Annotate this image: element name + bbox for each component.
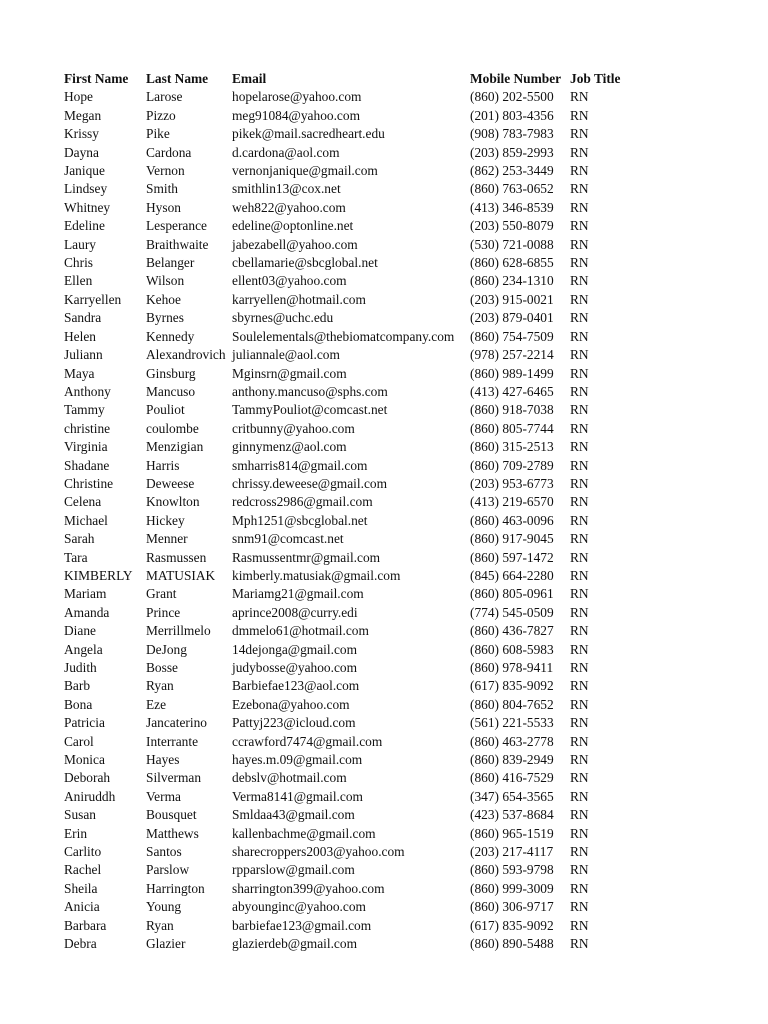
table-row <box>64 898 630 916</box>
cell-first-name: Judith <box>64 660 97 675</box>
cell-last-name: Interrante <box>146 733 199 749</box>
table-row <box>64 788 630 806</box>
cell-first-name: Megan <box>64 107 102 123</box>
cell-mobile-number: (860) 965-1519 <box>470 825 554 841</box>
cell-last-name: Menzigian <box>146 439 204 455</box>
cell-first-name: Barb <box>64 678 91 694</box>
cell-last-name: Pizzo <box>146 107 176 123</box>
table-row <box>64 567 630 585</box>
cell-job-title: RN <box>570 936 589 952</box>
cell-mobile-number: (860) 436-7827 <box>470 623 554 639</box>
table-row <box>64 328 630 346</box>
cell-first-name: Krissy <box>64 126 99 142</box>
cell-first-name: Whitney <box>64 199 111 215</box>
cell-mobile-number: (774) 545-0509 <box>470 604 554 620</box>
table-row <box>64 162 630 180</box>
cell-job-title: RN <box>570 328 589 344</box>
cell-email: pikek@mail.sacredheart.edu <box>232 126 385 142</box>
cell-email: jabezabell@yahoo.com <box>232 236 358 252</box>
cell-job-title: RN <box>570 181 589 197</box>
cell-last-name: Prince <box>146 604 181 620</box>
cell-last-name: DeJong <box>146 641 187 657</box>
cell-job-title: RN <box>570 310 589 326</box>
cell-last-name: Eze <box>146 696 167 712</box>
cell-mobile-number: (860) 763-0652 <box>470 181 554 197</box>
cell-email: Mariamg21@gmail.com <box>232 586 364 602</box>
cell-email: Rasmussentmr@gmail.com <box>232 549 381 565</box>
cell-last-name: Matthews <box>146 825 199 841</box>
cell-last-name: Wilson <box>146 273 185 289</box>
table-row <box>64 861 630 879</box>
cell-job-title: RN <box>570 163 589 179</box>
cell-email: hayes.m.09@gmail.com <box>232 752 363 768</box>
cell-last-name: Harrington <box>146 880 205 896</box>
cell-email: Verma8141@gmail.com <box>232 788 363 804</box>
cell-first-name: Ellen <box>64 273 93 289</box>
cell-last-name: Mancuso <box>146 383 196 399</box>
cell-last-name: Pike <box>146 126 170 142</box>
cell-email: ccrawford7474@gmail.com <box>232 733 383 749</box>
cell-mobile-number: (860) 890-5488 <box>470 936 554 952</box>
header-job-title: Job Title <box>570 71 621 86</box>
table-row <box>64 751 630 769</box>
cell-first-name: Diane <box>64 623 96 639</box>
table-row <box>64 843 630 861</box>
cell-last-name: Menner <box>146 531 188 547</box>
cell-job-title: RN <box>570 586 589 602</box>
table-row <box>64 457 630 475</box>
cell-first-name: Sandra <box>64 310 102 326</box>
cell-mobile-number: (860) 754-7509 <box>470 328 554 344</box>
cell-last-name: Parslow <box>146 862 190 878</box>
cell-last-name: Harris <box>146 457 180 473</box>
cell-mobile-number: (860) 593-9798 <box>470 862 554 878</box>
cell-last-name: coulombe <box>146 420 199 436</box>
cell-first-name: Laury <box>64 236 96 252</box>
header-email: Email <box>232 71 267 86</box>
cell-first-name: Christine <box>64 475 114 491</box>
table-row <box>64 144 630 162</box>
cell-first-name: Lindsey <box>64 181 108 197</box>
table-row <box>64 530 630 548</box>
cell-email: karryellen@hotmail.com <box>232 291 366 307</box>
cell-email: aprince2008@curry.edi <box>232 604 358 620</box>
table-row <box>64 420 630 438</box>
cell-email: Barbiefae123@aol.com <box>232 678 360 694</box>
cell-last-name: Hayes <box>146 752 180 768</box>
cell-last-name: Kennedy <box>146 328 195 344</box>
cell-mobile-number: (347) 654-3565 <box>470 788 554 804</box>
cell-email: Smldaa43@gmail.com <box>232 807 355 823</box>
table-row <box>64 806 630 824</box>
cell-job-title: RN <box>570 623 589 639</box>
cell-email: edeline@optonline.net <box>232 218 354 234</box>
cell-mobile-number: (860) 978-9411 <box>470 660 554 675</box>
cell-first-name: Bona <box>64 696 93 712</box>
cell-first-name: Mariam <box>64 586 107 602</box>
cell-first-name: Deborah <box>64 770 111 786</box>
cell-email: smharris814@gmail.com <box>232 457 368 473</box>
cell-last-name: Ginsburg <box>146 365 196 381</box>
cell-email: vernonjanique@gmail.com <box>232 163 378 179</box>
cell-last-name: Knowlton <box>146 494 200 510</box>
cell-email: 14dejonga@gmail.com <box>232 641 358 657</box>
cell-mobile-number: (860) 917-9045 <box>470 531 554 547</box>
cell-email: sbyrnes@uchc.edu <box>232 310 334 326</box>
cell-job-title: RN <box>570 549 589 565</box>
cell-mobile-number: (413) 427-6465 <box>470 383 554 399</box>
cell-first-name: Debra <box>64 936 97 952</box>
cell-first-name: Hope <box>64 89 94 105</box>
cell-first-name: Chris <box>64 255 94 271</box>
cell-email: kallenbachme@gmail.com <box>232 825 376 841</box>
cell-email: redcross2986@gmail.com <box>232 494 373 510</box>
cell-job-title: RN <box>570 825 589 841</box>
table-row <box>64 935 630 953</box>
cell-job-title: RN <box>570 236 589 252</box>
table-row <box>64 272 630 290</box>
cell-job-title: RN <box>570 696 589 712</box>
table-row <box>64 714 630 732</box>
contact-sheet <box>64 70 630 954</box>
cell-email: barbiefae123@gmail.com <box>232 917 372 933</box>
cell-job-title: RN <box>570 770 589 786</box>
cell-mobile-number: (203) 879-0401 <box>470 310 554 326</box>
cell-job-title: RN <box>570 89 589 105</box>
cell-email: d.cardona@aol.com <box>232 144 340 160</box>
cell-last-name: Smith <box>146 181 178 197</box>
cell-last-name: Bosse <box>146 660 178 675</box>
cell-email: Mginsrn@gmail.com <box>232 365 347 381</box>
table-row <box>64 917 630 935</box>
cell-mobile-number: (978) 257-2214 <box>470 347 554 363</box>
cell-mobile-number: (860) 416-7529 <box>470 770 554 786</box>
cell-last-name: MATUSIAK <box>146 567 216 583</box>
table-row <box>64 475 630 493</box>
cell-last-name: Verma <box>146 788 181 804</box>
cell-email: sharrington399@yahoo.com <box>232 880 385 896</box>
cell-last-name: Kehoe <box>146 291 181 307</box>
cell-job-title: RN <box>570 531 589 547</box>
cell-first-name: Barbara <box>64 917 107 933</box>
cell-job-title: RN <box>570 660 589 675</box>
cell-last-name: Jancaterino <box>146 715 207 731</box>
cell-email: anthony.mancuso@sphs.com <box>232 383 388 399</box>
table-row <box>64 641 630 659</box>
cell-first-name: Carlito <box>64 844 102 860</box>
cell-job-title: RN <box>570 880 589 896</box>
cell-mobile-number: (908) 783-7983 <box>470 126 554 142</box>
cell-last-name: Grant <box>146 586 177 602</box>
cell-mobile-number: (860) 709-2789 <box>470 457 554 473</box>
cell-last-name: Santos <box>146 844 182 860</box>
cell-job-title: RN <box>570 365 589 381</box>
table-row <box>64 438 630 456</box>
cell-job-title: RN <box>570 273 589 289</box>
cell-mobile-number: (413) 219-6570 <box>470 494 554 510</box>
cell-last-name: Silverman <box>146 770 202 786</box>
table-row <box>64 696 630 714</box>
table-row <box>64 401 630 419</box>
table-row <box>64 604 630 622</box>
cell-mobile-number: (860) 463-2778 <box>470 733 554 749</box>
cell-mobile-number: (860) 839-2949 <box>470 752 554 768</box>
cell-email: Soulelementals@thebiomatcompany.com <box>232 328 455 344</box>
table-row <box>64 512 630 530</box>
cell-first-name: christine <box>64 420 111 436</box>
cell-first-name: Monica <box>64 752 105 768</box>
table-row <box>64 383 630 401</box>
cell-first-name: Celena <box>64 494 102 510</box>
cell-last-name: Cardona <box>146 144 192 160</box>
cell-job-title: RN <box>570 218 589 234</box>
cell-job-title: RN <box>570 420 589 436</box>
cell-first-name: Aniruddh <box>64 788 116 804</box>
cell-job-title: RN <box>570 126 589 142</box>
cell-mobile-number: (860) 999-3009 <box>470 880 554 896</box>
table-row <box>64 769 630 787</box>
cell-job-title: RN <box>570 567 589 583</box>
cell-first-name: Juliann <box>64 347 103 363</box>
cell-first-name: Susan <box>64 807 96 823</box>
cell-last-name: Byrnes <box>146 310 184 326</box>
cell-last-name: Alexandrovich <box>146 347 226 363</box>
table-row <box>64 88 630 106</box>
cell-email: rpparslow@gmail.com <box>232 862 355 878</box>
cell-email: snm91@comcast.net <box>232 531 344 547</box>
cell-mobile-number: (860) 804-7652 <box>470 696 554 712</box>
cell-job-title: RN <box>570 107 589 123</box>
header-mobile-number: Mobile Number <box>470 71 562 86</box>
cell-mobile-number: (530) 721-0088 <box>470 236 554 252</box>
cell-email: hopelarose@yahoo.com <box>232 89 362 105</box>
cell-last-name: Bousquet <box>146 807 197 823</box>
cell-email: sharecroppers2003@yahoo.com <box>232 844 405 860</box>
cell-mobile-number: (203) 859-2993 <box>470 144 554 160</box>
cell-first-name: Edeline <box>64 218 105 234</box>
table-row <box>64 291 630 309</box>
cell-first-name: Rachel <box>64 862 102 878</box>
cell-job-title: RN <box>570 844 589 860</box>
contact-table <box>64 70 630 954</box>
cell-first-name: Tara <box>64 549 88 565</box>
cell-first-name: Anthony <box>64 383 111 399</box>
table-row <box>64 825 630 843</box>
cell-last-name: Rasmussen <box>146 549 207 565</box>
cell-email: ginnymenz@aol.com <box>232 439 347 455</box>
cell-first-name: KIMBERLY <box>64 567 133 583</box>
cell-email: kimberly.matusiak@gmail.com <box>232 567 401 583</box>
cell-job-title: RN <box>570 512 589 528</box>
cell-mobile-number: (860) 989-1499 <box>470 365 554 381</box>
cell-email: smithlin13@cox.net <box>232 181 341 197</box>
cell-last-name: Braithwaite <box>146 236 209 252</box>
cell-email: ellent03@yahoo.com <box>232 273 347 289</box>
cell-last-name: Hyson <box>146 199 181 215</box>
table-row <box>64 733 630 751</box>
cell-mobile-number: (860) 805-7744 <box>470 420 554 436</box>
cell-job-title: RN <box>570 715 589 731</box>
table-row <box>64 107 630 125</box>
cell-mobile-number: (845) 664-2280 <box>470 567 554 583</box>
table-row <box>64 585 630 603</box>
cell-email: dmmelo61@hotmail.com <box>232 623 369 639</box>
cell-last-name: Young <box>146 899 182 915</box>
cell-first-name: Helen <box>64 328 96 344</box>
cell-email: Mph1251@sbcglobal.net <box>232 512 368 528</box>
cell-email: glazierdeb@gmail.com <box>232 936 357 952</box>
table-row <box>64 236 630 254</box>
cell-email: cbellamarie@sbcglobal.net <box>232 255 378 271</box>
cell-job-title: RN <box>570 494 589 510</box>
header-first-name: First Name <box>64 71 129 86</box>
cell-first-name: Sheila <box>64 880 98 896</box>
cell-job-title: RN <box>570 144 589 160</box>
cell-mobile-number: (860) 202-5500 <box>470 89 554 105</box>
table-row <box>64 346 630 364</box>
cell-mobile-number: (860) 805-0961 <box>470 586 554 602</box>
cell-mobile-number: (860) 234-1310 <box>470 273 554 289</box>
cell-mobile-number: (423) 537-8684 <box>470 807 554 823</box>
cell-mobile-number: (860) 628-6855 <box>470 255 554 271</box>
cell-last-name: Ryan <box>146 678 174 694</box>
cell-email: chrissy.deweese@gmail.com <box>232 475 387 491</box>
cell-first-name: Janique <box>64 163 105 179</box>
cell-job-title: RN <box>570 733 589 749</box>
table-row <box>64 880 630 898</box>
cell-mobile-number: (617) 835-9092 <box>470 917 554 933</box>
cell-job-title: RN <box>570 457 589 473</box>
table-row <box>64 677 630 695</box>
cell-email: meg91084@yahoo.com <box>232 107 360 123</box>
cell-first-name: Erin <box>64 825 88 841</box>
cell-mobile-number: (201) 803-4356 <box>470 107 554 123</box>
cell-last-name: Deweese <box>146 475 195 491</box>
cell-last-name: Pouliot <box>146 402 185 418</box>
cell-mobile-number: (860) 306-9717 <box>470 899 554 915</box>
cell-mobile-number: (617) 835-9092 <box>470 678 554 694</box>
cell-first-name: Dayna <box>64 144 99 160</box>
cell-first-name: Maya <box>64 365 95 381</box>
table-row <box>64 125 630 143</box>
header-row <box>64 70 630 88</box>
cell-first-name: Karryellen <box>64 291 122 307</box>
header-last-name: Last Name <box>146 71 209 86</box>
cell-mobile-number: (203) 915-0021 <box>470 291 554 307</box>
cell-mobile-number: (203) 953-6773 <box>470 475 554 491</box>
cell-last-name: Vernon <box>146 163 185 179</box>
cell-last-name: Lesperance <box>146 218 207 234</box>
cell-email: debslv@hotmail.com <box>232 770 347 786</box>
cell-job-title: RN <box>570 291 589 307</box>
cell-mobile-number: (860) 597-1472 <box>470 549 554 565</box>
cell-job-title: RN <box>570 255 589 271</box>
table-row <box>64 365 630 383</box>
table-row <box>64 622 630 640</box>
cell-email: TammyPouliot@comcast.net <box>232 402 388 418</box>
cell-job-title: RN <box>570 899 589 915</box>
cell-first-name: Patricia <box>64 715 105 731</box>
cell-job-title: RN <box>570 752 589 768</box>
cell-first-name: Tammy <box>64 402 105 418</box>
cell-mobile-number: (860) 918-7038 <box>470 402 554 418</box>
table-row <box>64 217 630 235</box>
cell-email: critbunny@yahoo.com <box>232 420 355 436</box>
cell-first-name: Sarah <box>64 531 95 547</box>
cell-first-name: Shadane <box>64 457 110 473</box>
cell-last-name: Belanger <box>146 255 195 271</box>
cell-job-title: RN <box>570 347 589 363</box>
cell-last-name: Ryan <box>146 917 174 933</box>
cell-email: Pattyj223@icloud.com <box>232 715 356 731</box>
cell-email: judybosse@yahoo.com <box>232 660 358 675</box>
cell-mobile-number: (561) 221-5533 <box>470 715 554 731</box>
cell-last-name: Merrillmelo <box>146 623 211 639</box>
cell-job-title: RN <box>570 604 589 620</box>
cell-email: juliannale@aol.com <box>232 347 340 363</box>
cell-last-name: Hickey <box>146 512 185 528</box>
cell-email: abyounginc@yahoo.com <box>232 899 366 915</box>
cell-first-name: Virginia <box>64 439 108 455</box>
cell-mobile-number: (862) 253-3449 <box>470 163 554 179</box>
cell-email: Ezebona@yahoo.com <box>232 696 350 712</box>
cell-last-name: Larose <box>146 89 183 105</box>
cell-job-title: RN <box>570 641 589 657</box>
cell-first-name: Anicia <box>64 899 100 915</box>
cell-mobile-number: (413) 346-8539 <box>470 199 554 215</box>
cell-mobile-number: (860) 608-5983 <box>470 641 554 657</box>
cell-job-title: RN <box>570 862 589 878</box>
cell-last-name: Glazier <box>146 936 186 952</box>
cell-first-name: Michael <box>64 512 108 528</box>
cell-mobile-number: (203) 217-4117 <box>470 844 554 860</box>
cell-first-name: Amanda <box>64 604 110 620</box>
table-body <box>64 88 630 953</box>
table-row <box>64 549 630 567</box>
table-row <box>64 493 630 511</box>
cell-job-title: RN <box>570 788 589 804</box>
cell-mobile-number: (860) 315-2513 <box>470 439 554 455</box>
cell-job-title: RN <box>570 678 589 694</box>
table-row <box>64 254 630 272</box>
cell-job-title: RN <box>570 199 589 215</box>
cell-first-name: Carol <box>64 733 94 749</box>
cell-job-title: RN <box>570 402 589 418</box>
table-row <box>64 180 630 198</box>
cell-job-title: RN <box>570 917 589 933</box>
cell-email: weh822@yahoo.com <box>232 199 346 215</box>
cell-first-name: Angela <box>64 641 103 657</box>
table-row <box>64 199 630 217</box>
cell-job-title: RN <box>570 807 589 823</box>
table-row <box>64 659 630 677</box>
cell-job-title: RN <box>570 475 589 491</box>
cell-job-title: RN <box>570 383 589 399</box>
cell-mobile-number: (203) 550-8079 <box>470 218 554 234</box>
cell-mobile-number: (860) 463-0096 <box>470 512 554 528</box>
table-row <box>64 309 630 327</box>
cell-job-title: RN <box>570 439 589 455</box>
